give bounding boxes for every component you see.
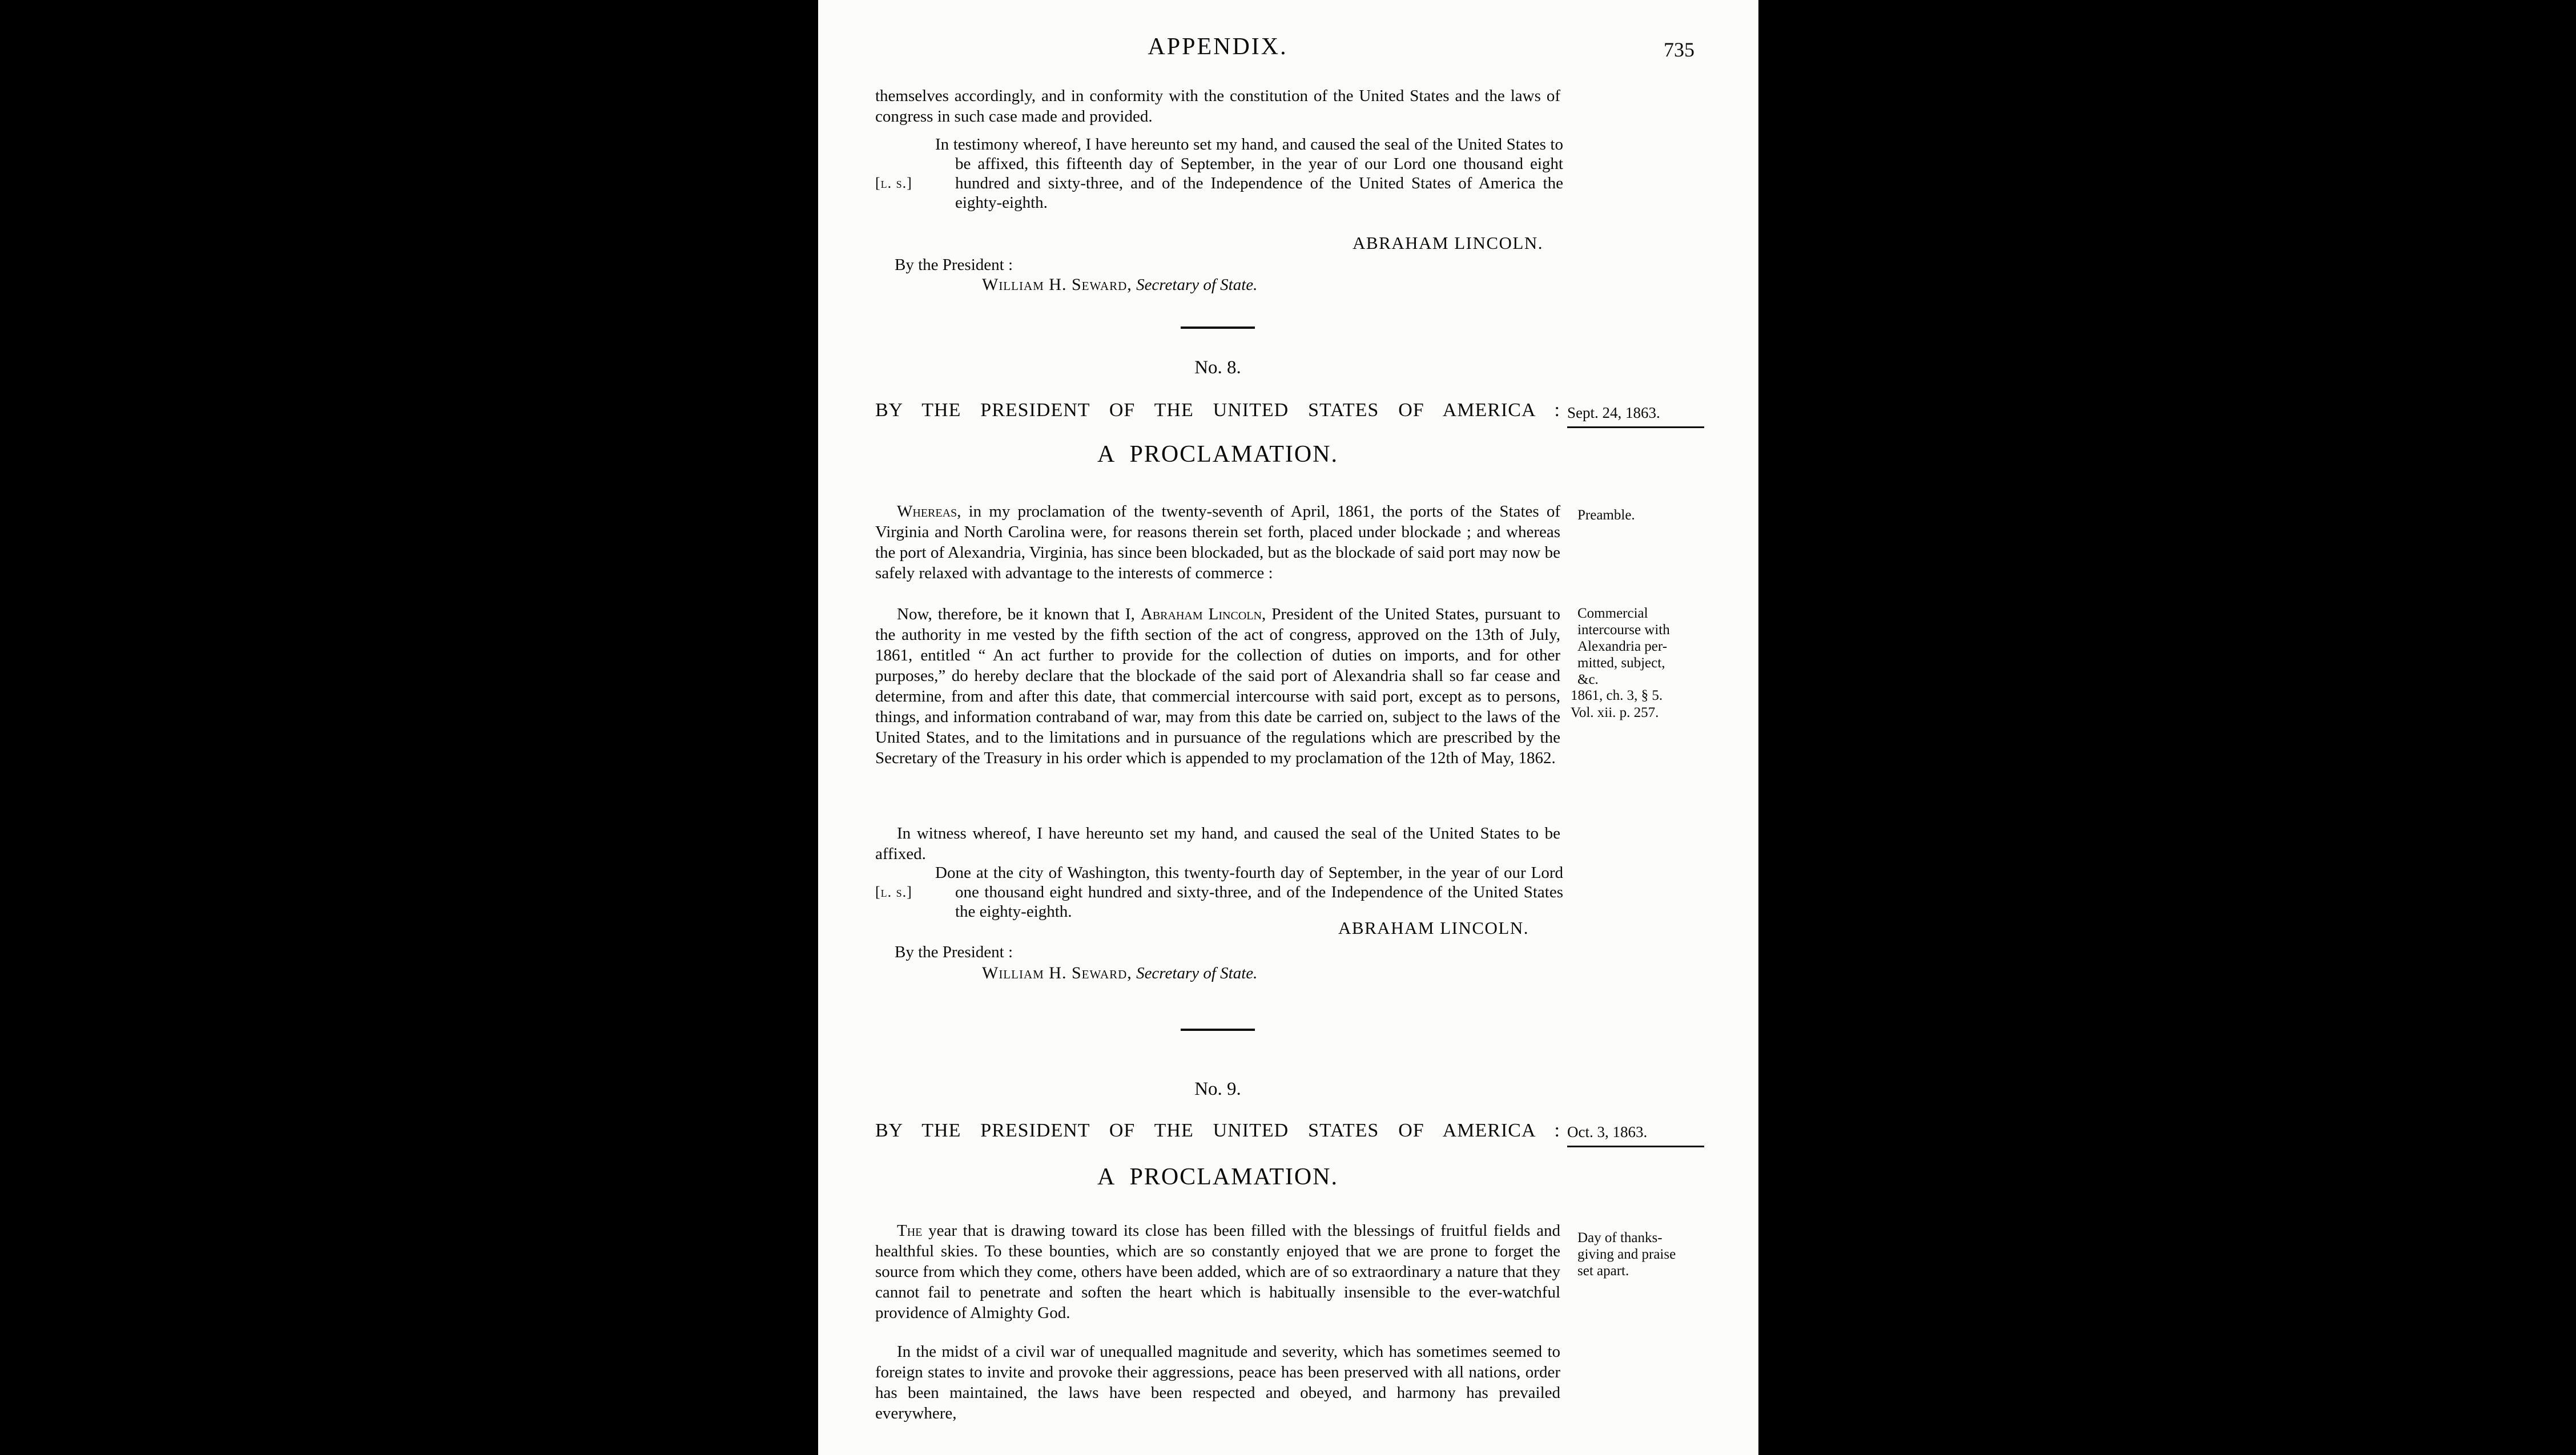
year-rest: year that is drawing toward its close has been filled with the blessings of fruitful fields and healthful skies. To these bounties, which are so constantly enjoyed that we are prone to forget the source from which they come, others have been added, which are of so extraordinary a nature that they cannot fail to penetrate and soften the heart which is habitually insensible to the ever-watchful providence of Almighty God.	[875, 1222, 1560, 1322]
secretary-line	[982, 275, 1257, 295]
sidenote-line: giving and praise	[1577, 1247, 1676, 1262]
sidenote-line: 1861, ch. 3, § 5.	[1571, 688, 1663, 703]
whereas-lead: Whereas,	[897, 502, 961, 521]
paragraph-continuation: themselves accordingly, and in conformity with the constitution of the United States and the laws of congress in such case made and provided.	[875, 87, 1560, 126]
sidenote-preamble: Preamble.	[1577, 507, 1635, 523]
section-divider	[875, 327, 1560, 329]
now-name: Abraham Lincoln,	[1140, 605, 1266, 623]
signature-lincoln: ABRAHAM LINCOLN.	[1353, 233, 1543, 253]
testimony-text: In testimony whereof, I have hereunto set my hand, and caused the seal of the United States to be affixed, this fifteenth day of September, in the year of our Lord one thousand eight hundred and sixty-three, and of the Independence of the United States of America the eighty-eighth.	[935, 135, 1563, 212]
secretary-title: Secretary of State.	[1136, 276, 1258, 294]
proclamation-heading-9: A PROCLAMATION.	[1097, 1164, 1339, 1190]
by-the-president-label: By the President :	[895, 256, 1013, 274]
byline-president-8: BY THE PRESIDENT OF THE UNITED STATES OF AMERICA :	[875, 400, 1560, 421]
secretary-line	[982, 964, 1257, 983]
sidenote-thanksgiving	[1577, 1230, 1723, 1279]
byline-president-9: BY THE PRESIDENT OF THE UNITED STATES OF AMERICA :	[875, 1120, 1560, 1141]
now-seg1: Now, therefore, be it known that I,	[897, 605, 1141, 623]
proclamation-heading-8: A PROCLAMATION.	[1097, 441, 1339, 467]
page-number: 735	[1664, 38, 1694, 61]
sidenote-statute	[1571, 687, 1716, 722]
sidenote-commercial	[1577, 605, 1723, 688]
testimony-text: Done at the city of Washington, this twenty-fourth day of September, in the year of our Lord one thousand eight hundred and sixty-three, and of the Independence of the United States the eighty-eighth.	[935, 864, 1563, 921]
secretary-name: William H. Seward,	[982, 275, 1132, 294]
now-seg2: President of the United States, pursuant to the authority in me vested by the fifth section of the act of congress, approved on the 13th of July, 1861, entitled “ An act further to provide for the collection of duties on imports, and for other purposes,” do hereby declare that the blockade of the said port of Alexandria shall so far cease and determine, from and after this date, that commercial intercourse with said port, except as to persons, things, and information contraband of war, may from this date be carried on, subject to the laws of the United States, and to the limitations and in pursuance of the regulations which are prescribed by the Secretary of the Treasury in his order which is appended to my proclamation of the 12th of May, 1862.	[875, 605, 1561, 767]
sidenote-line: Alexandria per-	[1577, 639, 1668, 654]
sidenote-line: &c.	[1577, 672, 1599, 687]
running-head-title: APPENDIX.	[1148, 34, 1288, 60]
signature-lincoln: ABRAHAM LINCOLN.	[1338, 918, 1529, 938]
divider-rule	[1181, 327, 1255, 329]
sidenote-line: intercourse with	[1577, 622, 1670, 638]
sidenote-line: Commercial	[1577, 606, 1648, 621]
testimony-block-2	[875, 863, 1563, 921]
sidenote-line: mitted, subject,	[1577, 655, 1665, 671]
book-page	[818, 0, 1758, 1455]
secretary-title: Secretary of State.	[1136, 964, 1258, 982]
section-number-9: No. 9.	[1194, 1079, 1241, 1099]
divider-rule	[1181, 1029, 1255, 1031]
seal-mark: [l. s.]	[875, 884, 912, 900]
sidenote-line: set apart.	[1577, 1263, 1629, 1279]
paragraph-the-year	[875, 1220, 1560, 1323]
secretary-name: William H. Seward,	[982, 964, 1132, 982]
margin-date-9: Oct. 3, 1863.	[1567, 1123, 1704, 1147]
whereas-rest: in my proclamation of the twenty-seventh of April, 1861, the ports of the States of Virginia and North Carolina were, for reasons therein set forth, placed under blockade ; and whereas the port of Alexandria, Virginia, has since been blockaded, but as the blockade of said port may now be safely relaxed with advantage to the interests of commerce :	[875, 502, 1560, 582]
paragraph-now-therefore	[875, 604, 1560, 768]
paragraph-in-the-midst: In the midst of a civil war of unequalled magnitude and severity, which has sometimes seemed to foreign states to invite and provoke their aggressions, peace has been preserved with all nations, order has been maintained, the laws have been respected and obeyed, and harmony has prevailed everywhere,	[875, 1343, 1560, 1422]
year-lead: The	[897, 1222, 923, 1240]
testimony-block-1	[875, 135, 1563, 212]
section-number-8: No. 8.	[1194, 357, 1241, 378]
margin-date-8: Sept. 24, 1863.	[1567, 404, 1704, 428]
paragraph-whereas	[875, 501, 1560, 583]
section-divider	[875, 1029, 1560, 1031]
sidenote-line: Vol. xii. p. 257.	[1571, 705, 1659, 720]
seal-mark: [l. s.]	[875, 175, 912, 191]
sidenote-line: Day of thanks-	[1577, 1230, 1663, 1246]
paragraph-in-witness: In witness whereof, I have hereunto set my hand, and caused the seal of the United States to be affixed.	[875, 824, 1560, 863]
by-the-president-label: By the President :	[895, 943, 1013, 961]
